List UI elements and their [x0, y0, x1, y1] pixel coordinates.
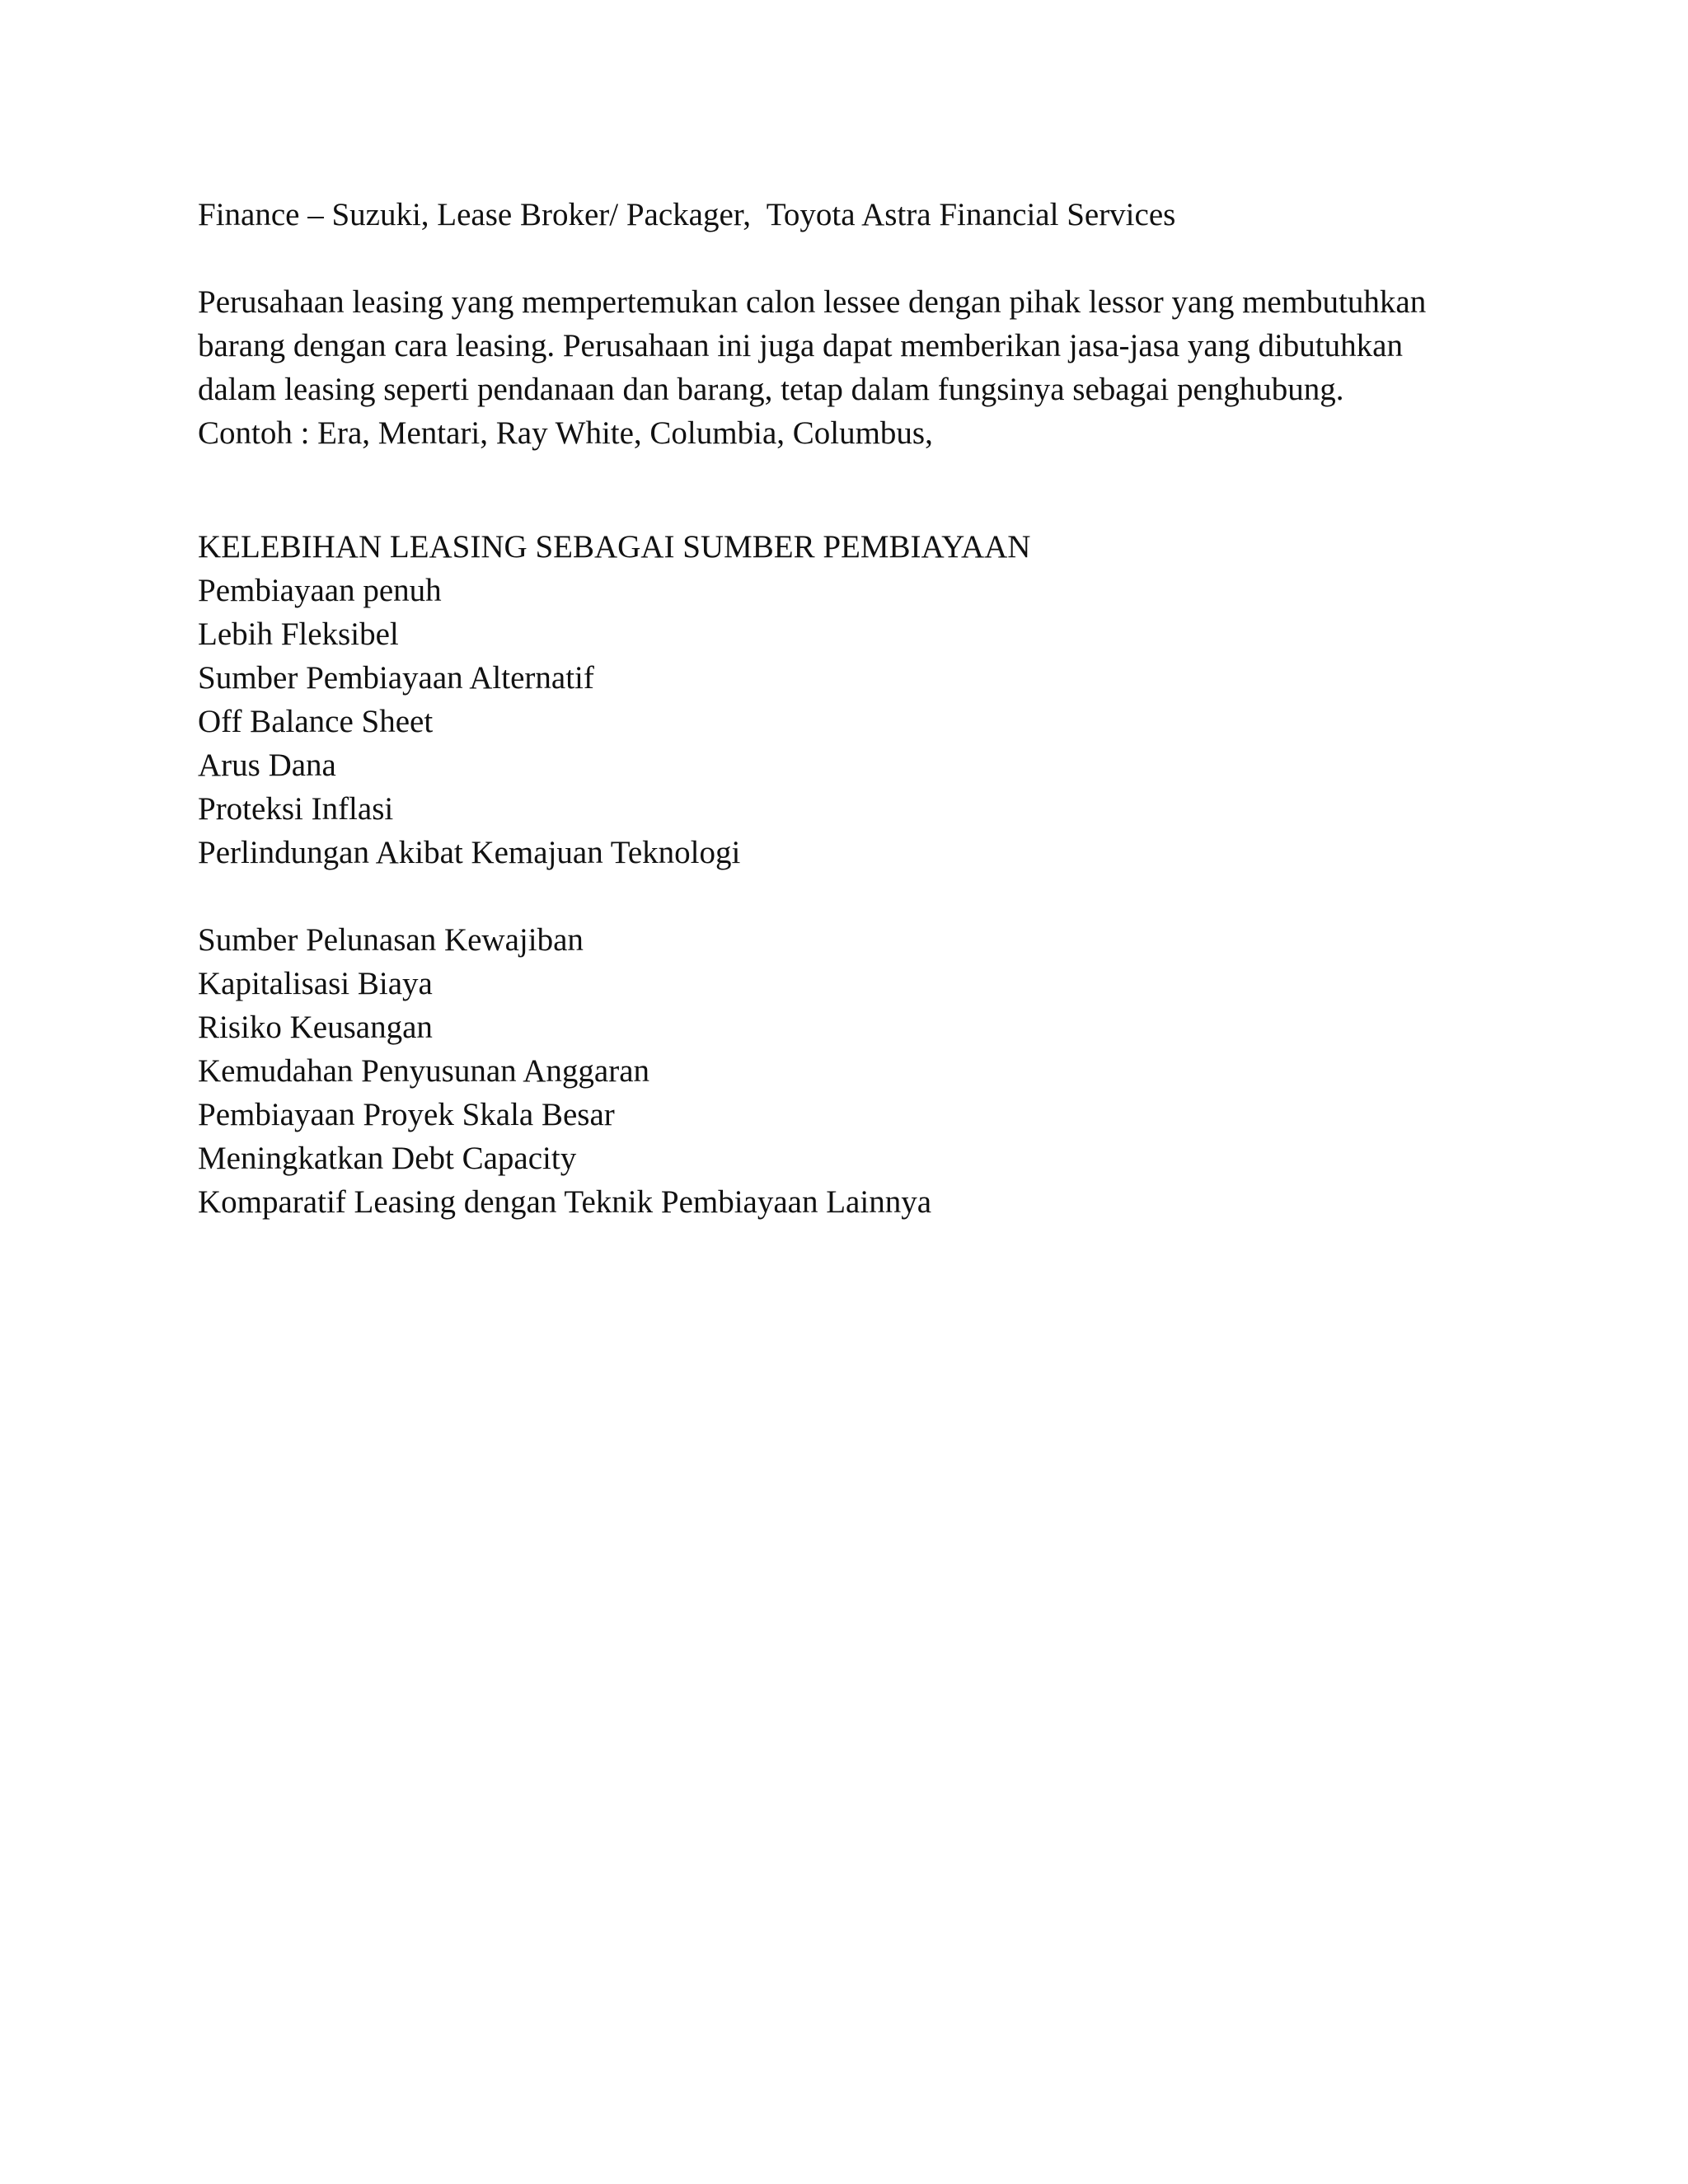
advantages-list-1: [198, 569, 1517, 874]
advantages-list-2: [198, 918, 1517, 1224]
list-item: Meningkatkan Debt Capacity: [198, 1141, 577, 1176]
paragraph-line: barang dengan cara leasing. Perusahaan ini juga dapat memberikan jasa-jasa yang dibutuhkan: [198, 328, 1403, 363]
list-item: Pembiayaan penuh: [198, 573, 442, 608]
list-item: Pembiayaan Proyek Skala Besar: [198, 1097, 615, 1132]
list-item: Off Balance Sheet: [198, 704, 434, 739]
list-item: Risiko Keusangan: [198, 1010, 433, 1045]
list-item: Kapitalisasi Biaya: [198, 966, 433, 1001]
list-item: Arus Dana: [198, 748, 336, 783]
intro-paragraph: [198, 280, 1517, 455]
list-item: Sumber Pembiayaan Alternatif: [198, 660, 594, 696]
list-item: Perlindungan Akibat Kemajuan Teknologi: [198, 835, 741, 870]
paragraph-line: Contoh : Era, Mentari, Ray White, Columbia, Columbus,: [198, 415, 933, 451]
list-item: Kemudahan Penyusunan Anggaran: [198, 1053, 650, 1089]
document-body: [198, 193, 1517, 1224]
section-heading: KELEBIHAN LEASING SEBAGAI SUMBER PEMBIAYAAN: [198, 529, 1031, 565]
list-item: Komparatif Leasing dengan Teknik Pembiayaan Lainnya: [198, 1184, 932, 1220]
list-item: Lebih Fleksibel: [198, 616, 399, 652]
paragraph-line: Perusahaan leasing yang mempertemukan calon lessee dengan pihak lessor yang membutuhkan: [198, 284, 1427, 320]
list-item: Sumber Pelunasan Kewajiban: [198, 922, 584, 958]
header-line: Finance – Suzuki, Lease Broker/ Packager, Toyota Astra Financial Services: [198, 197, 1176, 232]
list-item: Proteksi Inflasi: [198, 791, 394, 827]
paragraph-line: dalam leasing seperti pendanaan dan barang, tetap dalam fungsinya sebagai penghubung.: [198, 372, 1344, 407]
